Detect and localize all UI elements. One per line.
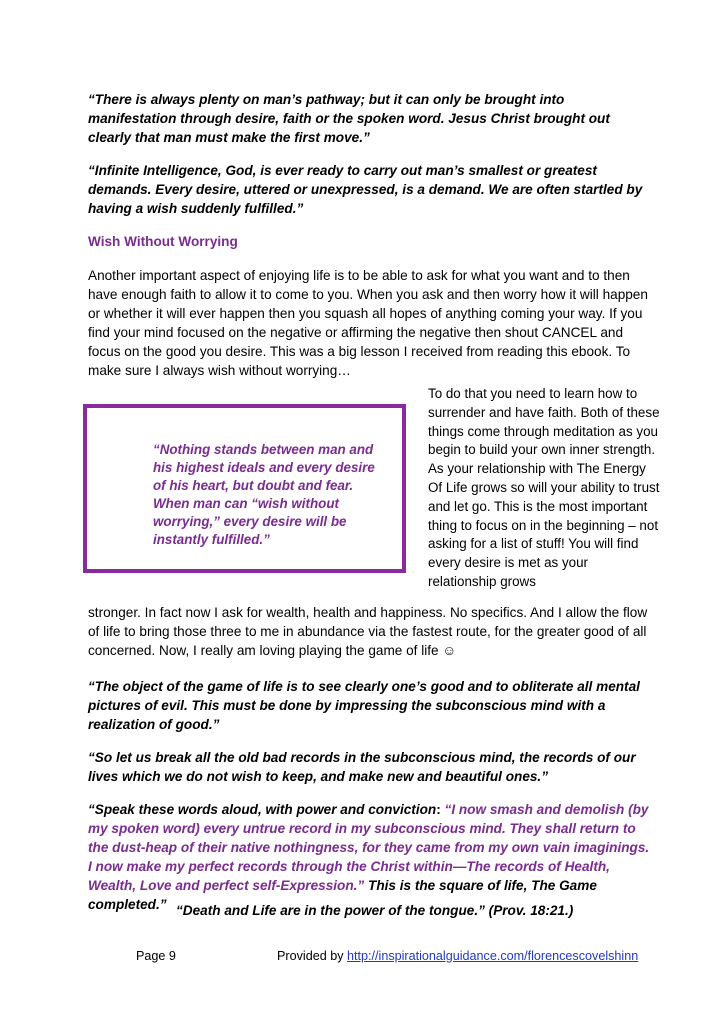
quote-speak-tail: This is the square of life, The Game completed.” [88, 878, 597, 912]
smiley-icon: ☺ [442, 643, 457, 658]
paragraph-stronger-text: stronger. In fact now I ask for wealth, health and happiness. No specifics. And I allow the flow of life to bring those three to me in abundance via the fastest route, for the greater good of all concerned. Now, I really am loving playing the game of life [88, 605, 648, 658]
footer-link[interactable]: http://inspirationalguidance.com/florencescovelshinn [347, 949, 639, 963]
quote-object-of-game: “The object of the game of life is to see clearly one’s good and to obliterate all mental pictures of evil. This must be done by impressing the subconscious mind with a realization of good.” [88, 679, 640, 732]
pull-quote: “Nothing stands between man and his highest ideals and every desire of his heart, but doubt and fear. When man can “wish without worrying,” every desire will be instantly fulfilled.” [153, 442, 375, 547]
footer-credit [277, 949, 638, 963]
affirmation-text: “I now smash and demolish (by my spoken word) every untrue record in my subconscious mind. They shall return to the dust-heap of their native nothingness, for they came from my own vain imaginings. I now make my perfect records through the Christ within—The records of Health, Wealth, Love and perfect self-Expression.” [88, 802, 650, 893]
footer-provided-by: Provided by [277, 949, 348, 963]
quote-break-records: “So let us break all the old bad records in the subconscious mind, the records of our lives which we do not wish to keep, and make new and beautiful ones.” [88, 750, 636, 784]
proverb-quote: “Death and Life are in the power of the tongue.” (Prov. 18:21.) [176, 903, 574, 918]
quote-speak-words [88, 800, 654, 914]
quote-infinite-intelligence: “Infinite Intelligence, God, is ever ready to carry out man’s smallest or greatest demands. Every desire, uttered or unexpressed, is a demand. We are often startled by having a wish suddenly fulfilled.” [88, 163, 643, 216]
quote-speak-lead: “Speak these words aloud, with power and conviction [88, 802, 437, 817]
pull-quote-box [83, 404, 406, 573]
quote-plenty: “There is always plenty on man’s pathway; but it can only be brought into manifestation through desire, faith or the spoken word. Jesus Christ brought out clearly that man must make the first move.” [88, 92, 610, 145]
quote-speak-colon: : [436, 802, 445, 817]
paragraph-wish-without-worrying: Another important aspect of enjoying life is to be able to ask for what you want and to then have enough faith to allow it to come to you. When you ask and then worry how it will happen or whether it will ever happen then you squash all hopes of anything coming your way. If you find your mind focused on the negative or affirming the negative then shout CANCEL and focus on the good you desire. This was a big lesson I received from reading this ebook. To make sure I always wish without worrying… [88, 268, 648, 378]
section-heading: Wish Without Worrying [88, 234, 238, 249]
page-number: Page 9 [136, 949, 176, 963]
paragraph-stronger [88, 603, 654, 660]
side-column-text: To do that you need to learn how to surrender and have faith. Both of these things come through meditation as you begin to build your own inner strength. As your relationship with The Energy Of Life grows so will your ability to trust and let go. This is the most important thing to focus on in the beginning – not asking for a list of stuff! You will find every desire is met as your relationship grows [428, 386, 660, 589]
